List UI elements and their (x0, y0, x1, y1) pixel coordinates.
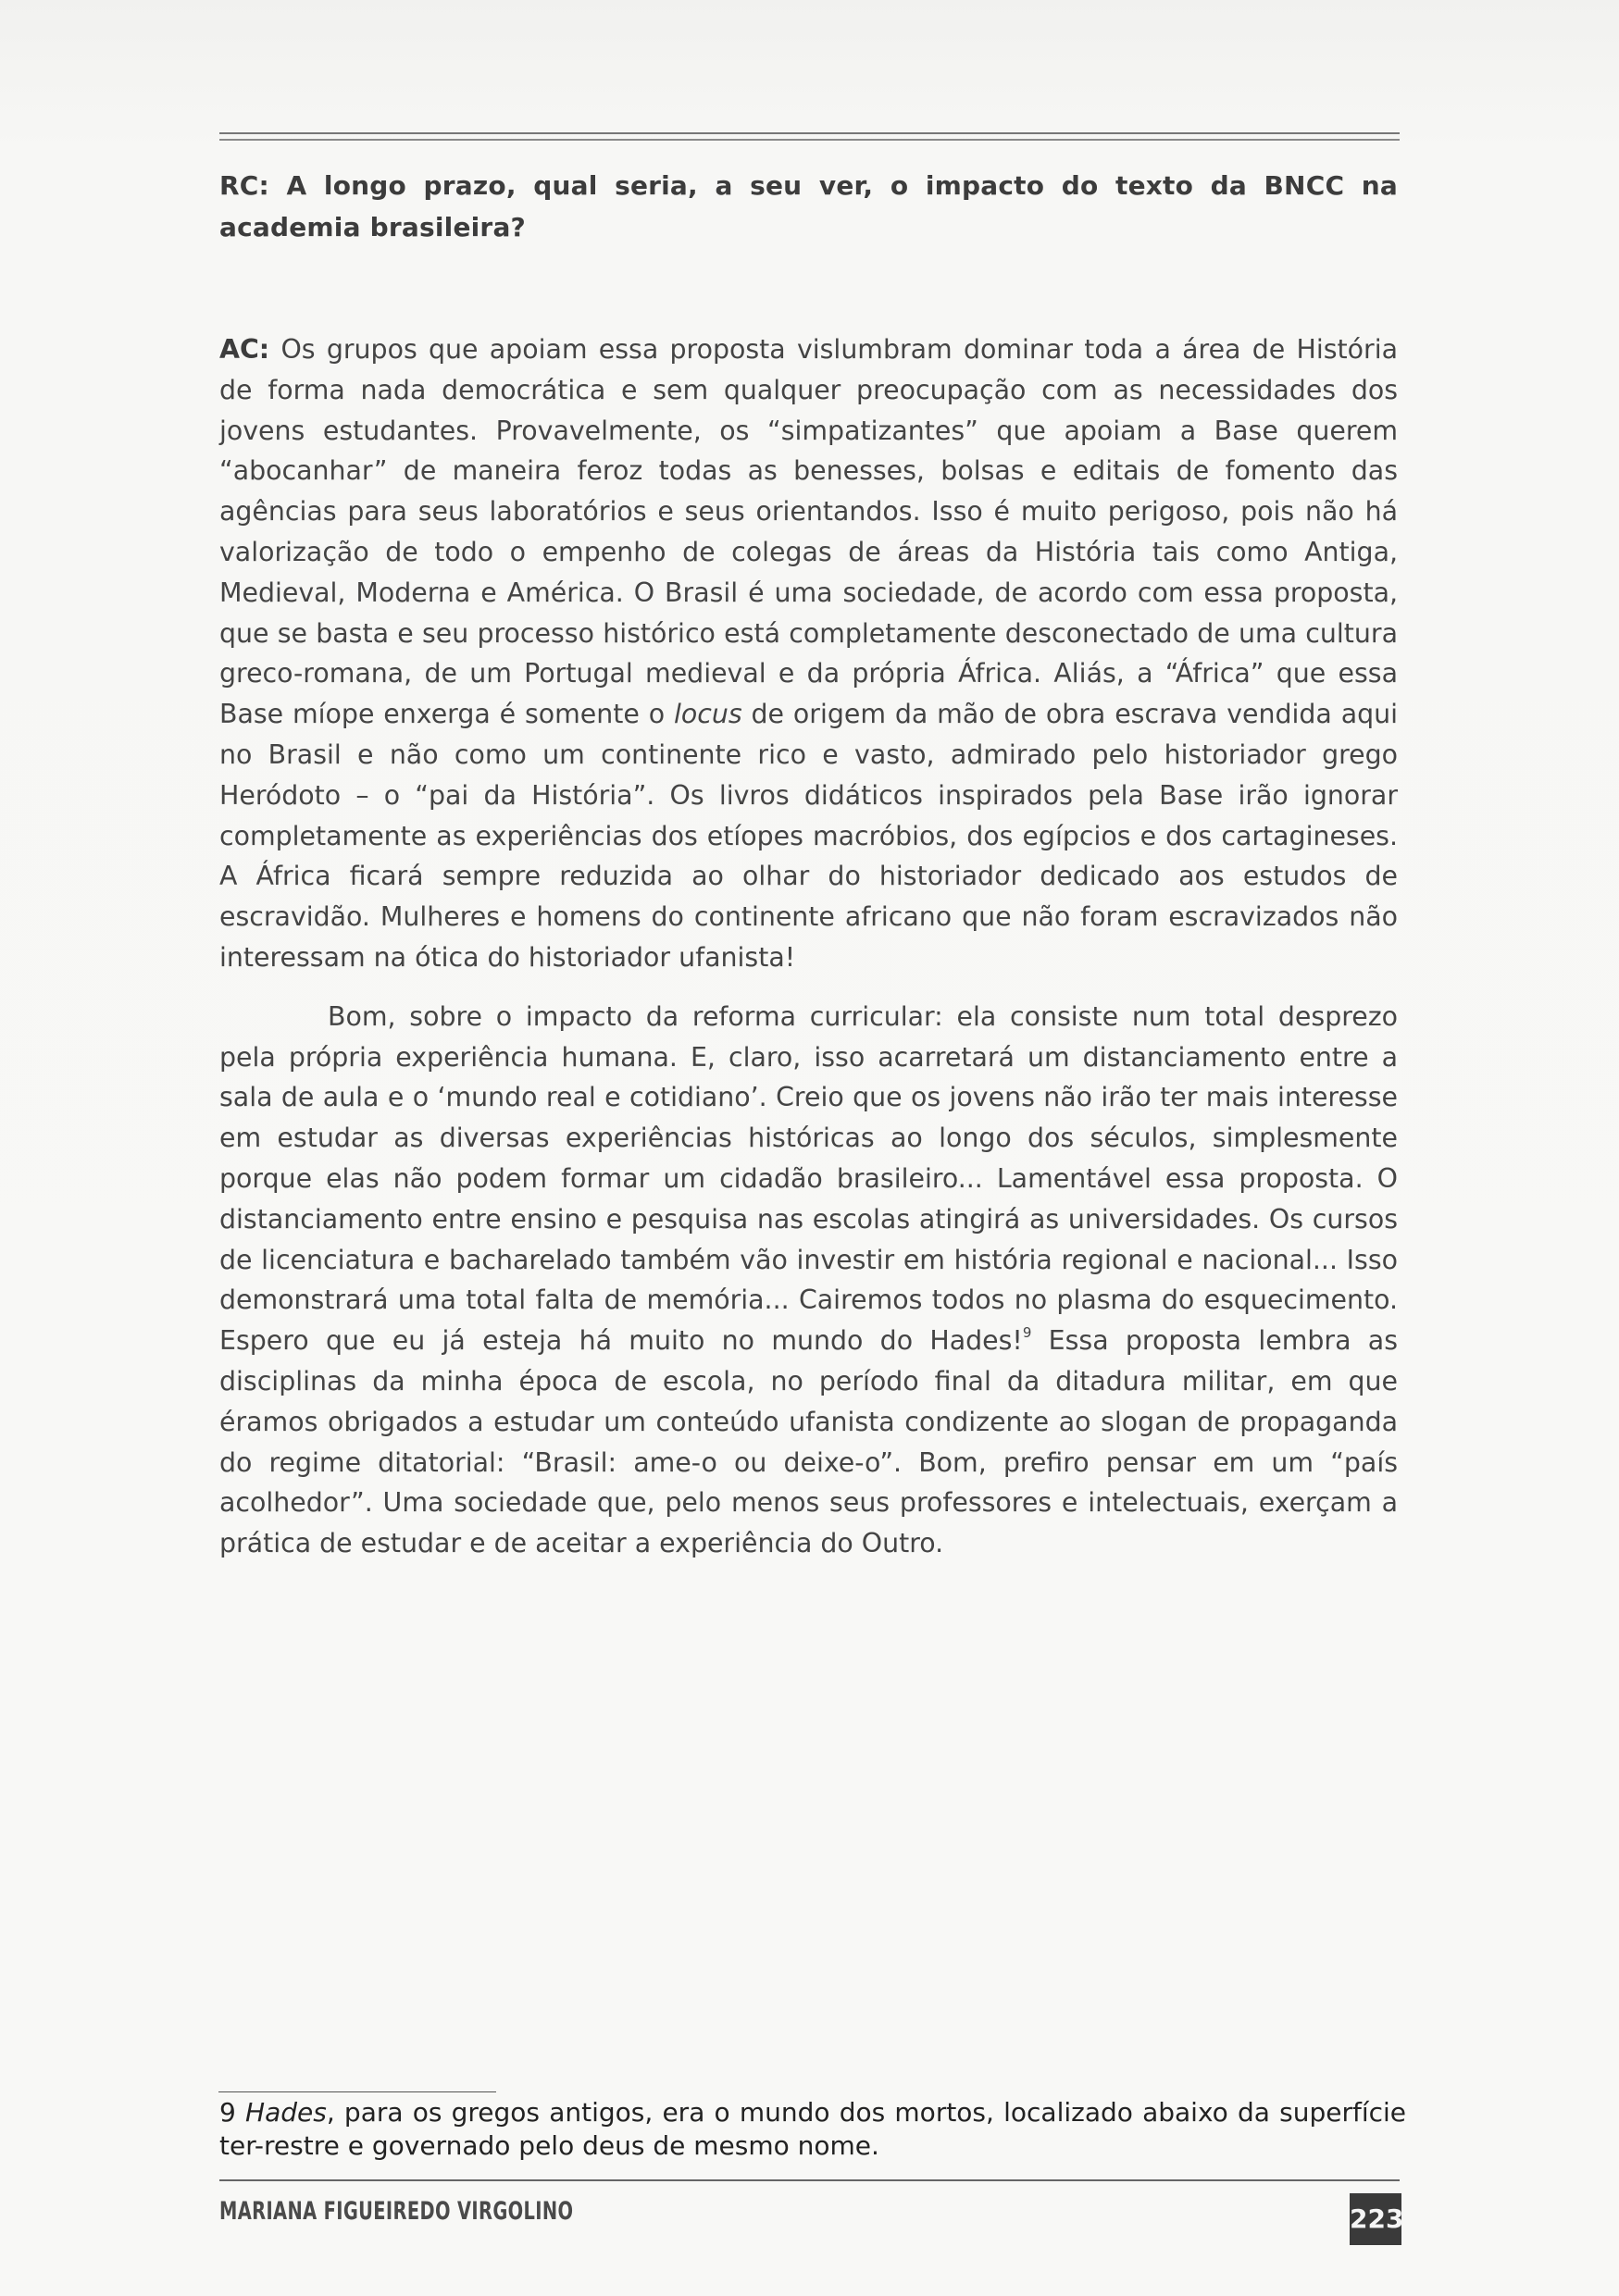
interview-question: RC: A longo prazo, qual seria, a seu ver, o impacto do texto da BNCC na academia brasileira? (219, 170, 1398, 242)
header-rule-bottom (219, 139, 1400, 141)
footnote-number: 9 (219, 2097, 246, 2128)
footer-rule (219, 2179, 1400, 2181)
interview-answer (219, 329, 1398, 1582)
speaker-label: AC: (219, 334, 270, 365)
header-rule-top (219, 132, 1400, 134)
footnote (219, 2096, 1406, 2163)
answer-p1-text-b: de origem da mão de obra escrava vendida aqui no Brasil e não como um continente rico e vasto, admirado pelo historiador grego Heródoto – o “pai da História”. Os livros didáticos inspirados pela Base irão ignorar completamente as experiências dos etíopes macróbios, dos egípcios e dos cartagineses. A África ficará sempre reduzida ao olhar do historiador dedicado aos estudos de escravidão. Mulheres e homens do continente africano que não foram escravizados não interessam na ótica do historiador ufanista! (219, 699, 1398, 973)
footnote-separator (218, 2091, 496, 2092)
answer-paragraph-2 (219, 997, 1398, 1564)
answer-p1-text-a: Os grupos que apoiam essa proposta vislumbram dominar toda a área de História de forma nada democrática e sem qualquer preocupação com as necessidades dos jovens estudantes. Provavelmente, os “simpatizantes” que apoiam a Base querem “abocanhar” de maneira feroz todas as benesses, bolsas e editais de fomento das agências para seus laboratórios e seus orientandos. Isso é muito perigoso, pois não há valorização de todo o empenho de colegas de áreas da História tais como Antiga, Medieval, Moderna e América. O Brasil é uma sociedade, de acordo com essa proposta, que se basta e seu processo histórico está completamente desconectado de uma cultura greco-romana, de um Portugal medieval e da própria África. Aliás, a “África” que essa Base míope enxerga é somente o (219, 334, 1398, 730)
footer-author: MARIANA FIGUEIREDO VIRGOLINO (219, 2197, 574, 2226)
footnote-text: , para os gregos antigos, era o mundo dos mortos, localizado abaixo da superfície ter-restre e governado pelo deus de mesmo nome. (219, 2097, 1406, 2161)
answer-paragraph-1 (219, 329, 1398, 978)
footnote-reference[interactable]: 9 (1022, 1324, 1032, 1342)
answer-p1-italic-term: locus (674, 699, 742, 730)
footnote-term: Hades (245, 2097, 327, 2128)
page-number-badge: 223 (1350, 2193, 1401, 2245)
answer-p2-text-a: Bom, sobre o impacto da reforma curricular: ela consiste num total desprezo pela própria experiência humana. E, claro, isso acarretará um distanciamento entre a sala de aula e o ‘mundo real e cotidiano’. Creio que os jovens não irão ter mais interesse em estudar as diversas experiências históricas ao longo dos séculos, simplesmente porque elas não podem formar um cidadão brasileiro... Lamentável essa proposta. O distanciamento entre ensino e pesquisa nas escolas atingirá as universidades. Os cursos de licenciatura e bacharelado também vão investir em história regional e nacional... Isso demonstrará uma total falta de memória... Cairemos todos no plasma do esquecimento. Espero que eu já esteja há muito no mundo do Hades! (219, 1000, 1398, 1357)
answer-p2-text-b: Essa proposta lembra as disciplinas da minha época de escola, no período final da ditadura militar, em que éramos obrigados a estudar um conteúdo ufanista condizente ao slogan de propaganda do regime ditatorial: “Brasil: ame-o ou deixe-o”. Bom, prefiro pensar em um “país acolhedor”. Uma sociedade que, pelo menos seus professores e intelectuais, exerçam a prática de estudar e de aceitar a experiência do Outro. (219, 1325, 1398, 1559)
